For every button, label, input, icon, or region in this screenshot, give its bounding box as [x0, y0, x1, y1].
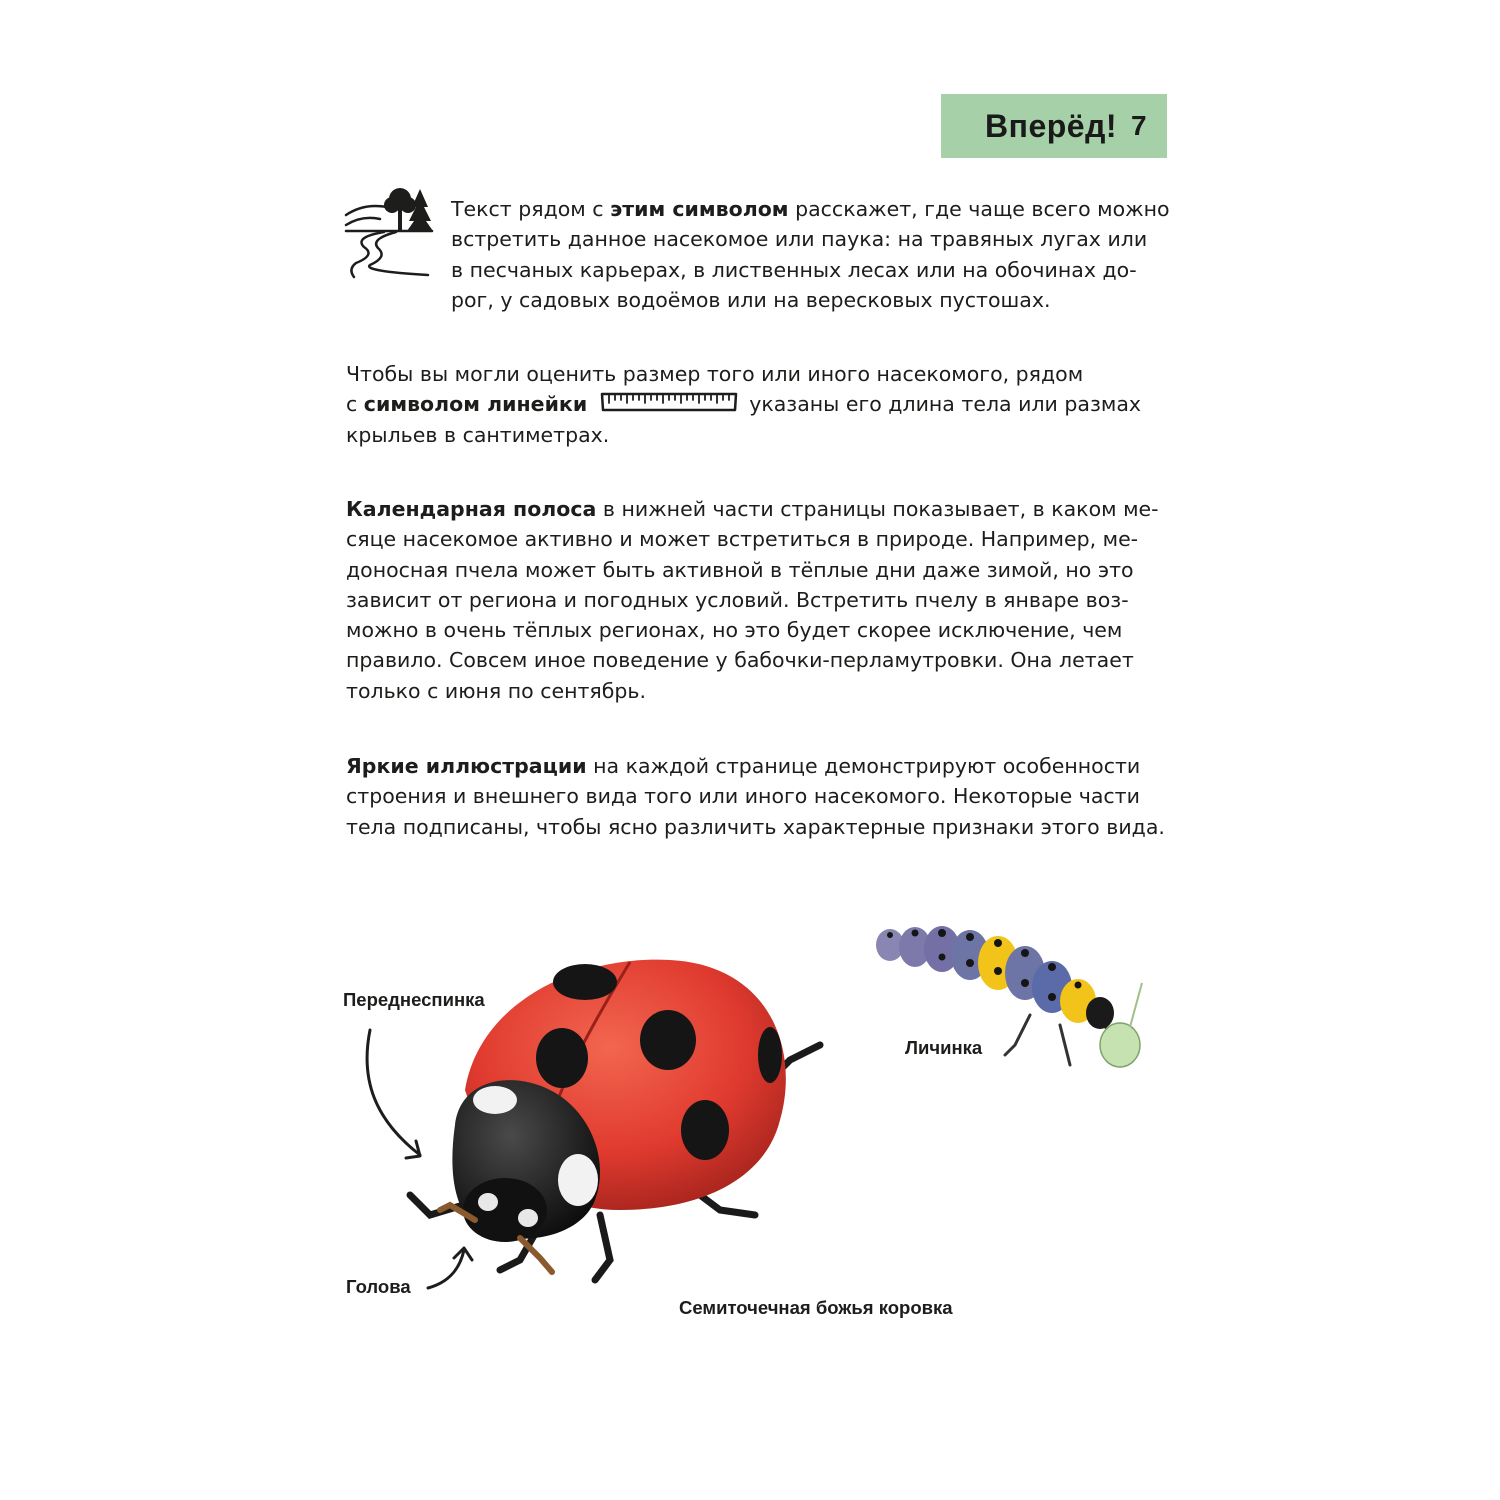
text-line: в песчаных карьерах, в лиственных лесах или на обочинах до- [451, 257, 1137, 282]
bold-text: Яркие иллюстрации [346, 754, 587, 778]
text-line: крыльев в сантиметрах. [346, 422, 610, 447]
bold-text: Календарная полоса [346, 497, 597, 521]
bold-text: этим символом [610, 197, 789, 221]
header-tab [941, 94, 1167, 158]
text-line: рог, у садовых водоёмов или на вересковых пустошах. [451, 287, 1051, 312]
pronotum-label: Переднеспинка [343, 989, 485, 1010]
arrows-overlay [350, 1020, 490, 1300]
chapter-title: Вперёд! [985, 108, 1118, 144]
ruler-icon [599, 391, 739, 413]
text-line: строения и внешнего вида того или иного насекомого. Некоторые части [346, 784, 1140, 809]
landscape-tree-road-icon [344, 185, 434, 280]
text-line: тела подписаны, чтобы ясно различить характерные признаки этого вида. [346, 814, 1165, 839]
text-line: только с июня по сентябрь. [346, 678, 647, 703]
text-line: можно в очень тёплых регионах, но это будет скорее исключение, чем [346, 618, 1123, 643]
illustrations-paragraph [346, 751, 1165, 842]
head-label: Голова [346, 1276, 411, 1297]
larva-label: Личинка [905, 1037, 983, 1058]
text-run: указаны его длина тела или размах [749, 392, 1142, 417]
calendar-paragraph [346, 494, 1159, 706]
text-line: правило. Совсем иное поведение у бабочки-перламутровки. Она летает [346, 648, 1134, 673]
text-line: доносная пчела может быть активной в тёплые дни даже зимой, но это [346, 557, 1134, 582]
ruler-paragraph [346, 359, 1141, 450]
page-number: 7 [1131, 110, 1147, 141]
text-run: в нижней части страницы показывает, в каком ме- [596, 497, 1159, 521]
text-line: зависит от региона и погодных условий. Встретить пчелу в январе воз- [346, 587, 1129, 612]
text-run: с [346, 392, 364, 417]
text-run: на каждой странице демонстрируют особенности [586, 754, 1141, 778]
species-caption: Семиточечная божья коровка [679, 1297, 953, 1318]
text-run: Текст рядом с [451, 197, 611, 221]
bold-text: символом линейки [363, 392, 588, 417]
text-line: сяце насекомое активно и может встретиться в природе. Например, ме- [346, 527, 1139, 552]
text-line: Чтобы вы могли оценить размер того или иного насекомого, рядом [346, 362, 1084, 386]
pronotum-arrow [367, 1030, 420, 1155]
text-run: расскажет, где чаще всего можно [788, 197, 1170, 221]
text-line: встретить данное насекомое или паука: на травяных лугах или [451, 227, 1148, 252]
habitat-paragraph [451, 194, 1170, 315]
